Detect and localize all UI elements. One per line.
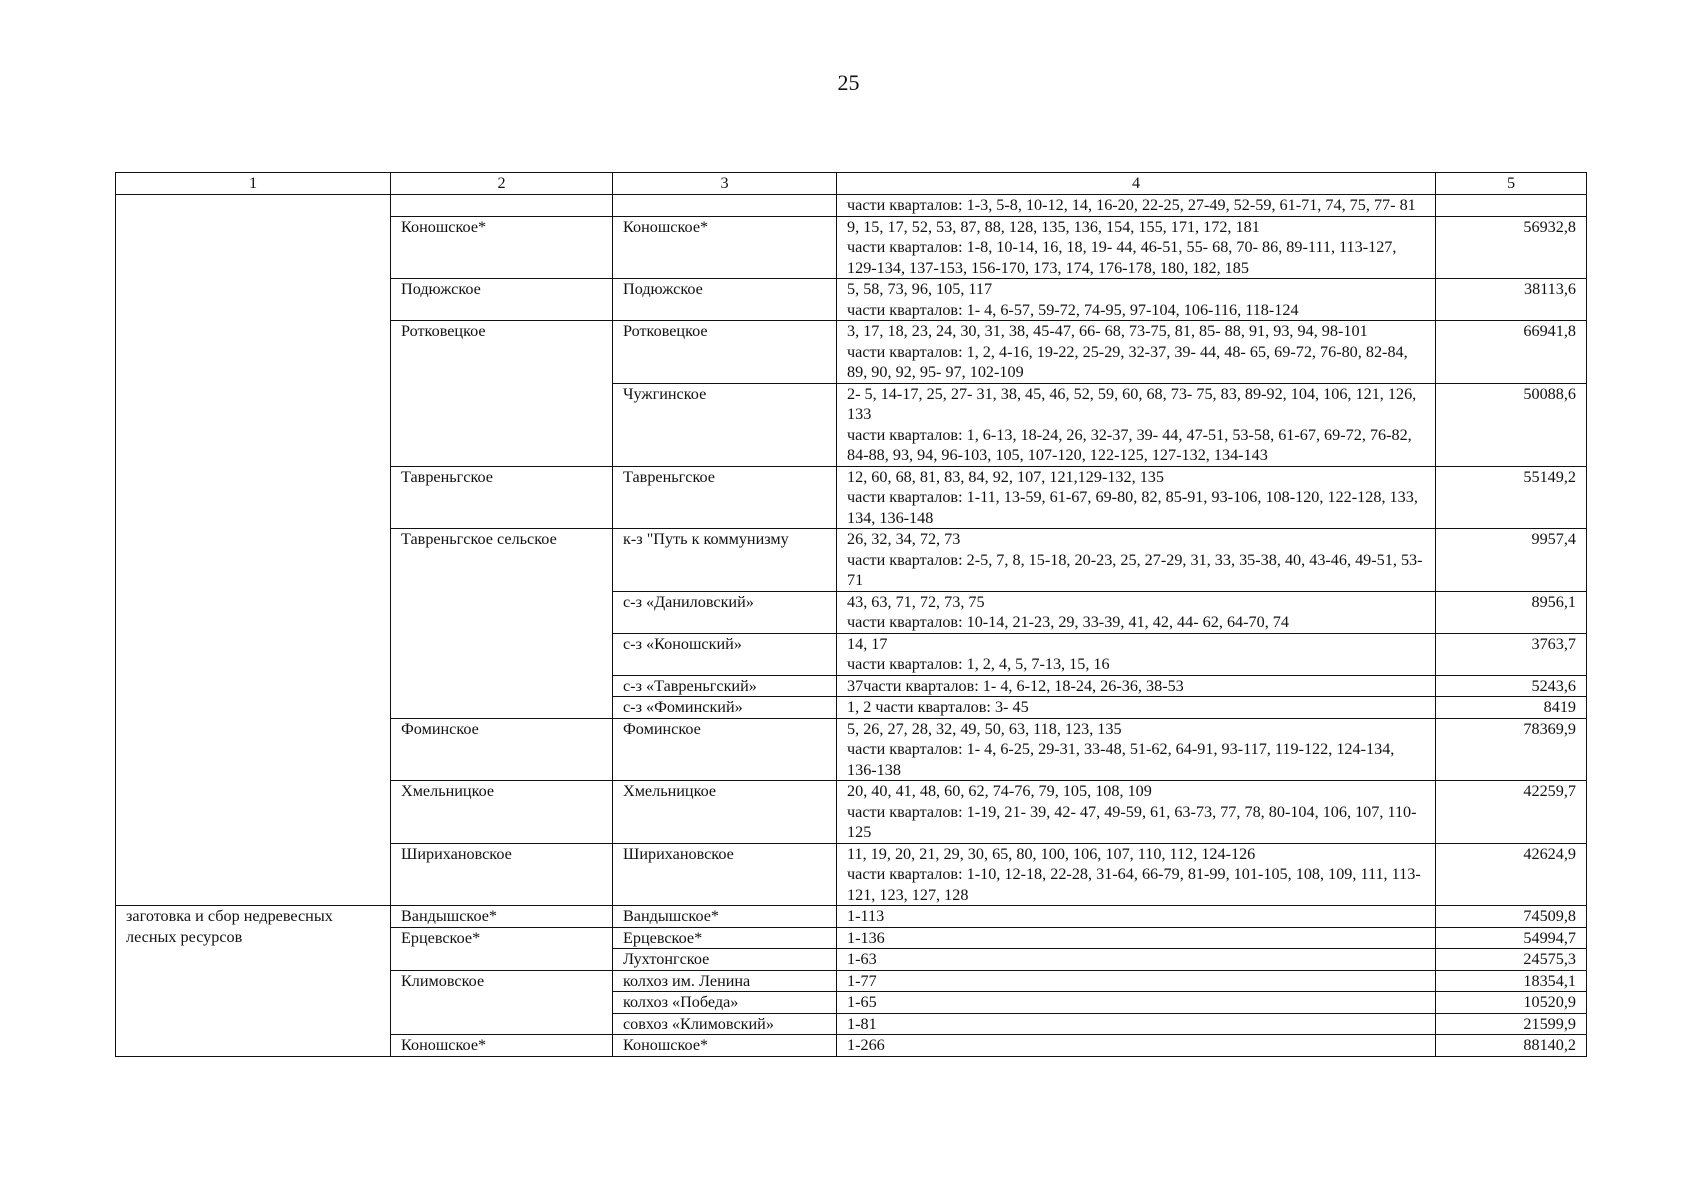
area-cell: 78369,9: [1436, 718, 1587, 781]
area-cell: 42624,9: [1436, 843, 1587, 906]
district-forestry-cell: колхоз «Победа»: [613, 992, 837, 1014]
area-cell: 21599,9: [1436, 1013, 1587, 1035]
column-header: 2: [391, 173, 613, 195]
area-cell: 18354,1: [1436, 970, 1587, 992]
forestry-cell: Коношское*: [391, 1035, 613, 1057]
area-cell: 9957,4: [1436, 529, 1587, 592]
table-header-row: [116, 173, 1587, 195]
quarters-cell: 12, 60, 68, 81, 83, 84, 92, 107, 121,129-132, 135 части кварталов: 1-11, 13-59, 61-67, 69-80, 82, 85-91, 93-106, 108-120, 122-128, 133, 134, 136-148: [837, 466, 1436, 529]
quarters-cell: 1-266: [837, 1035, 1436, 1057]
forestry-cell: Хмельницкое: [391, 781, 613, 844]
district-forestry-cell: Чужгинское: [613, 383, 837, 466]
quarters-cell: 26, 32, 34, 72, 73 части кварталов: 2-5, 7, 8, 15-18, 20-23, 25, 27-29, 31, 33, 35-38, 40, 43-46, 49-51, 53- 71: [837, 529, 1436, 592]
quarters-cell: 2- 5, 14-17, 25, 27- 31, 38, 45, 46, 52, 59, 60, 68, 73- 75, 83, 89-92, 104, 106, 121, 126, 133 части кварталов: 1, 6-13, 18-24, 26, 32-37, 39- 44, 47-51, 53-58, 61-67, 69-72, 76-82, 84-88, 93, 94, 96-103, 105, 107-120, 122-125, 127-132, 134-143: [837, 383, 1436, 466]
district-forestry-cell: Тавреньгское: [613, 466, 837, 529]
quarters-cell: 1-65: [837, 992, 1436, 1014]
area-cell: 74509,8: [1436, 906, 1587, 928]
district-forestry-cell: совхоз «Климовский»: [613, 1013, 837, 1035]
area-cell: 54994,7: [1436, 927, 1587, 949]
table-row: [116, 195, 1587, 217]
area-cell: 50088,6: [1436, 383, 1587, 466]
district-forestry-cell: Ерцевское*: [613, 927, 837, 949]
forestry-cell: Ротковецкое: [391, 321, 613, 467]
quarters-cell: 11, 19, 20, 21, 29, 30, 65, 80, 100, 106, 107, 110, 112, 124-126 части кварталов: 1-10, 12-18, 22-28, 31-64, 66-79, 81-99, 101-105, 108, 109, 111, 113-121, 123, 127, 128: [837, 843, 1436, 906]
district-forestry-cell: с-з «Тавреньгский»: [613, 675, 837, 697]
area-cell: 24575,3: [1436, 949, 1587, 971]
table-row: [116, 906, 1587, 928]
quarters-cell: 1-113: [837, 906, 1436, 928]
forestry-cell: Подюжское: [391, 279, 613, 321]
page-number: 25: [837, 70, 860, 95]
quarters-cell: 1-81: [837, 1013, 1436, 1035]
forestry-cell: Коношское*: [391, 216, 613, 279]
area-cell: 3763,7: [1436, 633, 1587, 675]
district-forestry-cell: Коношское*: [613, 1035, 837, 1057]
quarters-cell: 43, 63, 71, 72, 73, 75 части кварталов: 10-14, 21-23, 29, 33-39, 41, 42, 44- 62, 64-70, 74: [837, 591, 1436, 633]
area-cell: 5243,6: [1436, 675, 1587, 697]
quarters-cell: 20, 40, 41, 48, 60, 62, 74-76, 79, 105, 108, 109 части кварталов: 1-19, 21- 39, 42- 47, 49-59, 61, 63-73, 77, 78, 80-104, 106, 107, 110- 125: [837, 781, 1436, 844]
district-forestry-cell: с-з «Фоминский»: [613, 697, 837, 719]
quarters-cell: 14, 17 части кварталов: 1, 2, 4, 5, 7-13, 15, 16: [837, 633, 1436, 675]
forestry-cell: Ширихановское: [391, 843, 613, 906]
district-forestry-cell: Подюжское: [613, 279, 837, 321]
forestry-cell: Ерцевское*: [391, 927, 613, 970]
quarters-cell: 1-63: [837, 949, 1436, 971]
forest-table: [115, 172, 1587, 1057]
area-cell: 38113,6: [1436, 279, 1587, 321]
district-forestry-cell: [613, 195, 837, 217]
quarters-cell: 37части кварталов: 1- 4, 6-12, 18-24, 26-36, 38-53: [837, 675, 1436, 697]
quarters-cell: 3, 17, 18, 23, 24, 30, 31, 38, 45-47, 66- 68, 73-75, 81, 85- 88, 91, 93, 94, 98-101 части кварталов: 1, 2, 4-16, 19-22, 25-29, 32-37, 39- 44, 48- 65, 69-72, 76-80, 82-84, 89, 90, 92, 95- 97, 102-109: [837, 321, 1436, 384]
area-cell: 8419: [1436, 697, 1587, 719]
area-cell: 8956,1: [1436, 591, 1587, 633]
quarters-cell: 1-136: [837, 927, 1436, 949]
quarters-cell: 1-77: [837, 970, 1436, 992]
area-cell: [1436, 195, 1587, 217]
quarters-cell: 9, 15, 17, 52, 53, 87, 88, 128, 135, 136, 154, 155, 171, 172, 181 части кварталов: 1-8, 10-14, 16, 18, 19- 44, 46-51, 55- 68, 70- 86, 89-111, 113-127, 129-134, 137-153, 156-170, 173, 174, 176-178, 180, 182, 185: [837, 216, 1436, 279]
quarters-cell: 5, 26, 27, 28, 32, 49, 50, 63, 118, 123, 135 части кварталов: 1- 4, 6-25, 29-31, 33-48, 51-62, 64-91, 93-117, 119-122, 124-134, 136-138: [837, 718, 1436, 781]
district-forestry-cell: Хмельницкое: [613, 781, 837, 844]
district-forestry-cell: Вандышское*: [613, 906, 837, 928]
activity-cell: заготовка и сбор недревесных лесных ресурсов: [116, 906, 391, 1057]
area-cell: 88140,2: [1436, 1035, 1587, 1057]
quarters-cell: 5, 58, 73, 96, 105, 117 части кварталов: 1- 4, 6-57, 59-72, 74-95, 97-104, 106-116, 118-124: [837, 279, 1436, 321]
district-forestry-cell: колхоз им. Ленина: [613, 970, 837, 992]
forestry-cell: Тавреньгское сельское: [391, 529, 613, 719]
district-forestry-cell: Ширихановское: [613, 843, 837, 906]
column-header: 5: [1436, 173, 1587, 195]
quarters-cell: 1, 2 части кварталов: 3- 45: [837, 697, 1436, 719]
district-forestry-cell: с-з «Коношский»: [613, 633, 837, 675]
area-cell: 66941,8: [1436, 321, 1587, 384]
district-forestry-cell: Ротковецкое: [613, 321, 837, 384]
area-cell: 56932,8: [1436, 216, 1587, 279]
column-header: 1: [116, 173, 391, 195]
activity-cell: [116, 195, 391, 906]
district-forestry-cell: Лухтонгское: [613, 949, 837, 971]
district-forestry-cell: к-з "Путь к коммунизму: [613, 529, 837, 592]
district-forestry-cell: Фоминское: [613, 718, 837, 781]
area-cell: 10520,9: [1436, 992, 1587, 1014]
district-forestry-cell: Коношское*: [613, 216, 837, 279]
quarters-cell: части кварталов: 1-3, 5-8, 10-12, 14, 16-20, 22-25, 27-49, 52-59, 61-71, 74, 75, 77- 81: [837, 195, 1436, 217]
forestry-cell: [391, 195, 613, 217]
forestry-cell: Фоминское: [391, 718, 613, 781]
area-cell: 55149,2: [1436, 466, 1587, 529]
area-cell: 42259,7: [1436, 781, 1587, 844]
forestry-cell: Тавреньгское: [391, 466, 613, 529]
forestry-cell: Вандышское*: [391, 906, 613, 928]
column-header: 3: [613, 173, 837, 195]
district-forestry-cell: с-з «Даниловский»: [613, 591, 837, 633]
column-header: 4: [837, 173, 1436, 195]
forestry-cell: Климовское: [391, 970, 613, 1035]
